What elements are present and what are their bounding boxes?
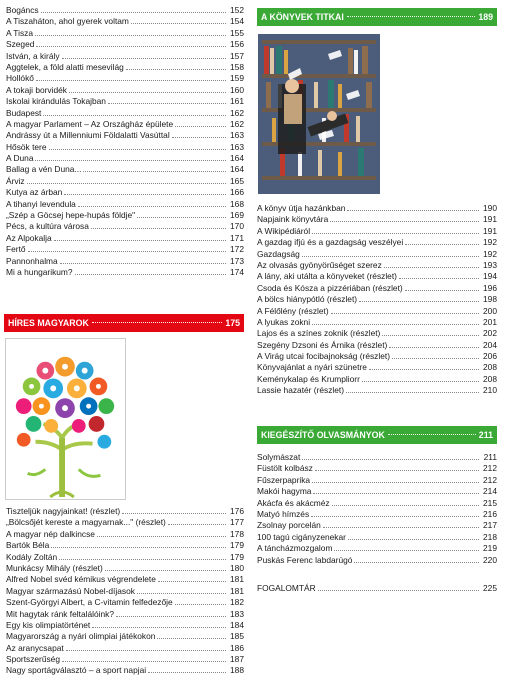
toc-entry[interactable] [6, 654, 244, 665]
dot-leader [105, 570, 226, 571]
toc-entry-title: A magyar nép dalkincse [6, 528, 95, 539]
toc-entry[interactable] [257, 498, 497, 509]
dot-leader [122, 513, 226, 514]
toc-entry-page: 212 [483, 463, 497, 474]
dot-leader [92, 627, 226, 628]
toc-entry-title: A Duna [6, 153, 34, 164]
toc-entry-title: A Wikipédiáról [257, 225, 311, 236]
toc-entry[interactable] [6, 153, 244, 164]
toc-entry-page: 192 [483, 237, 497, 248]
toc-entry-title: Kodály Zoltán [6, 551, 58, 562]
toc-entry[interactable] [257, 214, 497, 225]
toc-entry[interactable] [257, 249, 497, 260]
toc-entry[interactable] [257, 555, 497, 566]
toc-entry-page: 198 [483, 294, 497, 305]
toc-entry[interactable] [257, 452, 497, 463]
toc-entry[interactable] [6, 609, 244, 620]
dot-leader [405, 290, 479, 291]
toc-entry[interactable] [6, 233, 244, 244]
toc-entry-page: 168 [230, 198, 244, 209]
toc-entry-page: 192 [483, 248, 497, 259]
toc-entry-title: Pannonhalma [6, 255, 58, 266]
toc-entry-title: A Tiszaháton, ahol gyerek voltam [6, 16, 129, 27]
toc-entry-page: 162 [230, 107, 244, 118]
toc-entry-title: Árviz [6, 175, 25, 186]
toc-entry-page: 204 [483, 339, 497, 350]
dot-leader [313, 493, 479, 494]
toc-entry-title: Puskás Ferenc labdarúgó [257, 554, 353, 565]
toc-entry[interactable] [257, 306, 497, 317]
toc-entry[interactable] [6, 586, 244, 597]
toc-entry-title: Fertő [6, 244, 26, 255]
dot-leader [315, 470, 479, 471]
toc-entry-title: Szent-Györgyi Albert, a C-vitamin felfedezője [6, 597, 173, 608]
toc-entry-page: 186 [230, 642, 244, 653]
toc-entry[interactable] [6, 85, 244, 96]
toc-entry-title: A tihanyi levendula [6, 198, 76, 209]
toc-entry-page: 169 [230, 210, 244, 221]
toc-entry[interactable] [6, 244, 244, 255]
toc-entry[interactable] [257, 385, 497, 396]
toc-entry-title: Hollókő [6, 73, 34, 84]
dot-leader [389, 347, 479, 348]
dot-leader [312, 324, 479, 325]
dot-leader [97, 536, 226, 537]
dot-leader [137, 593, 226, 594]
toc-entry[interactable] [6, 51, 244, 62]
toc-entry-page: 201 [483, 316, 497, 327]
toc-entry-title: Nagy sportágválasztó – a sport napjai [6, 665, 147, 676]
dot-leader [311, 516, 479, 517]
dot-leader [347, 210, 479, 211]
toc-entry-title: Zsolnay porcelán [257, 520, 321, 531]
toc-entry[interactable] [6, 187, 244, 198]
dot-leader [78, 206, 226, 207]
dot-leader [92, 322, 223, 323]
toc-entry-title: Egy kis olimpiatörténet [6, 619, 91, 630]
toc-entry-title: Magyar származású Nobel-díjasok [6, 585, 135, 596]
dot-leader [168, 524, 226, 525]
toc-entry-title: Matyó hímzés [257, 508, 310, 519]
toc-entry[interactable] [257, 543, 497, 554]
toc-entry[interactable] [6, 176, 244, 187]
dot-leader [330, 221, 479, 222]
toc-entry-title: Akácfa és akácméz [257, 497, 330, 508]
toc-entry-title: Könyvajánlat a nyári szünetre [257, 362, 367, 373]
toc-entry-page: 161 [230, 96, 244, 107]
toc-entry[interactable] [6, 62, 244, 73]
dot-leader [388, 434, 476, 435]
dot-leader [126, 69, 226, 70]
toc-entry-page: 170 [230, 221, 244, 232]
toc-entry-page: 172 [230, 244, 244, 255]
dot-leader [362, 381, 479, 382]
toc-entry-page: 218 [483, 531, 497, 542]
toc-entry-title: A bölcs hiánypótló (részlet) [257, 294, 358, 305]
toc-entry-page: 163 [230, 130, 244, 141]
dot-leader [75, 274, 226, 275]
toc-entry-page: 163 [230, 141, 244, 152]
toc-entry-page: 220 [483, 554, 497, 565]
dot-leader [158, 581, 226, 582]
toc-entry-title: Szegény Dzsoni és Árnika (részlet) [257, 339, 388, 350]
toc-entry-title: A Virág utcai focibajnokság (részlet) [257, 351, 390, 362]
toc-entry-title: A könyv útja hazánkban [257, 203, 346, 213]
toc-entry[interactable] [6, 108, 244, 119]
toc-entry-page: 212 [483, 474, 497, 485]
dot-leader [27, 183, 226, 184]
toc-entry-title: A Tisza [6, 27, 33, 38]
section-page: 175 [225, 318, 240, 328]
toc-entry-title: Mi a hungarikum? [6, 266, 73, 277]
toc-entry-title: Füstölt kolbász [257, 463, 313, 474]
dot-leader [384, 267, 479, 268]
toc-entry-page: 156 [230, 39, 244, 50]
dot-leader [331, 313, 479, 314]
toc-entry-page: 164 [230, 164, 244, 175]
dot-leader [318, 590, 479, 591]
section-header-hires-magyarok[interactable] [4, 314, 244, 332]
toc-entry-page: 173 [230, 255, 244, 266]
toc-entry-page: 166 [230, 187, 244, 198]
toc-entry-title: István, a király [6, 50, 60, 61]
toc-list-konyvek-titkai [257, 203, 497, 397]
toc-entry-title: Bartók Béla [6, 540, 50, 551]
section-page: 211 [478, 430, 493, 440]
toc-entry-title: Fűszerpaprika [257, 474, 311, 485]
dot-leader [346, 392, 479, 393]
toc-entry[interactable] [6, 28, 244, 39]
toc-entry[interactable] [6, 130, 244, 141]
toc-entry-title: Az olvasás gyönyörűséget szerez [257, 259, 382, 270]
toc-entry-title: Makói hagyma [257, 486, 312, 497]
toc-entry-title: Tiszteljük nagyjainkat! (részlet) [6, 506, 121, 516]
dot-leader [60, 263, 226, 264]
dot-leader [36, 46, 226, 47]
toc-entry[interactable] [257, 283, 497, 294]
toc-entry-title: A Félőlény (részlet) [257, 305, 329, 316]
toc-entry-page: 178 [230, 528, 244, 539]
toc-entry-title: Csoda és Kósza a pizzériában (részlet) [257, 282, 403, 293]
toc-entry-page: 171 [230, 232, 244, 243]
toc-entry-title: Bogáncs [6, 5, 39, 15]
toc-entry-page: 200 [483, 305, 497, 316]
toc-entry[interactable] [6, 631, 244, 642]
toc-entry-page: 177 [230, 517, 244, 528]
toc-entry[interactable] [6, 665, 244, 676]
toc-entry[interactable] [6, 16, 244, 27]
toc-entry-title: Keménykalap és Krumpliorr [257, 373, 360, 384]
toc-entry-title: Napjaink könyvtára [257, 214, 329, 225]
toc-entry-page: 184 [230, 619, 244, 630]
dot-leader [332, 505, 479, 506]
toc-entry-title: „Bölcsőjét kereste a magyarnak..." (részlet) [6, 517, 166, 528]
toc-entry-page: 176 [230, 506, 244, 516]
dot-leader [54, 240, 226, 241]
toc-entry[interactable] [6, 517, 244, 528]
toc-entry-page: 152 [230, 5, 244, 15]
toc-entry[interactable] [257, 203, 497, 214]
toc-entry[interactable] [257, 294, 497, 305]
dot-leader [137, 217, 226, 218]
dot-leader [312, 482, 479, 483]
toc-entry-page: 216 [483, 508, 497, 519]
section-header-kiegeszito-olvasmanyok[interactable] [257, 426, 497, 444]
toc-entry-page: 225 [483, 583, 497, 593]
dot-leader [108, 103, 226, 104]
toc-entry[interactable] [6, 563, 244, 574]
toc-entry[interactable] [257, 520, 497, 531]
toc-entry[interactable] [6, 142, 244, 153]
toc-list-kiegeszito [257, 452, 497, 566]
toc-entry-page: 164 [230, 153, 244, 164]
toc-entry-title: Mit hagytak ránk feltalálóink? [6, 608, 114, 619]
toc-entry-title: Iskolai kirándulás Tokajban [6, 96, 106, 107]
toc-entry[interactable] [6, 5, 244, 16]
section-header-konyvek-titkai[interactable] [257, 8, 497, 26]
toc-entry-title: Pécs, a kultúra városa [6, 221, 89, 232]
dot-leader [392, 358, 479, 359]
toc-entry[interactable] [6, 267, 244, 278]
toc-entry-page: 211 [483, 452, 497, 462]
toc-entry-page: 196 [483, 282, 497, 293]
toc-entry[interactable] [6, 221, 244, 232]
toc-entry-title: Solymászat [257, 452, 301, 462]
toc-entry-page: 214 [483, 486, 497, 497]
dot-leader [69, 92, 226, 93]
toc-entry-page: 179 [230, 540, 244, 551]
toc-entry-page: 208 [483, 373, 497, 384]
toc-entry[interactable] [257, 532, 497, 543]
toc-entry-page: 180 [230, 562, 244, 573]
dot-leader [35, 160, 226, 161]
toc-entry-title: Sportszerűség [6, 654, 60, 665]
toc-entry-title: A tokaji borvidék [6, 84, 67, 95]
dot-leader [348, 539, 479, 540]
dot-leader [323, 527, 479, 528]
toc-entry-page: 210 [483, 385, 497, 396]
dot-leader [359, 301, 479, 302]
toc-entry[interactable] [6, 256, 244, 267]
toc-entry-title: Alfred Nobel svéd kémikus végrendelete [6, 574, 156, 585]
dot-leader [64, 194, 226, 195]
dot-leader [148, 672, 226, 673]
toc-entry-page: 185 [230, 631, 244, 642]
toc-entry[interactable] [257, 237, 497, 248]
dot-leader [91, 228, 226, 229]
toc-entry[interactable] [257, 486, 497, 497]
toc-entry[interactable] [6, 199, 244, 210]
toc-entry[interactable] [6, 39, 244, 50]
toc-entry[interactable] [257, 271, 497, 282]
toc-entry[interactable] [6, 643, 244, 654]
toc-entry-page: 160 [230, 84, 244, 95]
toc-entry-title: „Szép a Göcsej hepe-hupás földje" [6, 210, 136, 221]
toc-entry-page: 208 [483, 362, 497, 373]
dot-leader [312, 233, 479, 234]
dot-leader [83, 171, 226, 172]
toc-entry-title: A táncházmozgalom [257, 543, 333, 554]
toc-entry-page: 190 [483, 203, 497, 213]
toc-entry-page: 162 [230, 118, 244, 129]
toc-entry[interactable] [6, 620, 244, 631]
toc-entry[interactable] [6, 552, 244, 563]
toc-entry[interactable] [6, 164, 244, 175]
toc-entry-title: Aggtelek, a föld alatti mesevilág [6, 61, 124, 72]
section-title: KIEGÉSZÍTŐ OLVASMÁNYOK [261, 430, 385, 440]
section-title: A KÖNYVEK TITKAI [261, 12, 344, 22]
toc-entry-page: 191 [483, 214, 497, 225]
toc-entry-page: 188 [230, 665, 244, 676]
toc-entry[interactable] [257, 328, 497, 339]
toc-entry-page: 154 [230, 16, 244, 27]
toc-entry[interactable] [6, 597, 244, 608]
dot-leader [36, 80, 226, 81]
dot-leader [302, 256, 479, 257]
toc-entry-page: 159 [230, 73, 244, 84]
toc-entry[interactable] [6, 73, 244, 84]
toc-list-top [6, 5, 244, 278]
toc-entry-title: Hősök tere [6, 141, 47, 152]
toc-entry-page: 179 [230, 551, 244, 562]
toc-entry-page: 187 [230, 654, 244, 665]
dot-leader [62, 661, 226, 662]
toc-entry[interactable] [257, 351, 497, 362]
toc-entry[interactable] [6, 506, 244, 517]
toc-entry-page: 193 [483, 259, 497, 270]
toc-entry-page: 158 [230, 61, 244, 72]
dot-leader [334, 550, 479, 551]
toc-entry-page: 181 [230, 574, 244, 585]
toc-entry-page: 165 [230, 175, 244, 186]
toc-entry-page: 181 [230, 585, 244, 596]
toc-entry[interactable] [257, 583, 497, 594]
toc-entry[interactable] [6, 529, 244, 540]
dot-leader [399, 278, 479, 279]
toc-entry-title: Andrássy út a Millenniumi Földalatti Vasúttal [6, 130, 170, 141]
dot-leader [175, 604, 226, 605]
toc-entry-title: Lajos és a színes zoknik (részlet) [257, 328, 381, 339]
toc-entry-title: Ballag a vén Duna... [6, 164, 82, 175]
dot-leader [43, 115, 226, 116]
dot-leader [35, 35, 226, 36]
toc-entry-page: 191 [483, 225, 497, 236]
toc-entry-page: 206 [483, 351, 497, 362]
toc-entry-title: A gazdag ifjú és a gazdagság veszélyei [257, 237, 404, 248]
dot-leader [49, 149, 227, 150]
dot-leader [172, 137, 226, 138]
toc-entry[interactable] [257, 226, 497, 237]
toc-list-hires-magyarok [6, 506, 244, 677]
dot-leader [347, 16, 476, 17]
library-image [258, 34, 380, 194]
toc-entry[interactable] [257, 463, 497, 474]
section-title: HÍRES MAGYAROK [8, 318, 89, 328]
toc-entry-page: 183 [230, 608, 244, 619]
toc-entry-title: FOGALOMTÁR [257, 583, 316, 593]
toc-entry-title: Munkácsy Mihály (részlet) [6, 562, 103, 573]
dot-leader [116, 616, 226, 617]
toc-entry-title: Budapest [6, 107, 42, 118]
toc-entry[interactable] [257, 475, 497, 486]
dot-leader [41, 12, 226, 13]
toc-entry-page: 157 [230, 50, 244, 61]
toc-entry-page: 202 [483, 328, 497, 339]
toc-entry-page: 194 [483, 271, 497, 282]
toc-entry-title: Kutya az árban [6, 187, 63, 198]
dot-leader [405, 244, 479, 245]
toc-entry-title: Lassie hazatér (részlet) [257, 385, 345, 396]
toc-entry-title: A lány, aki utálta a könyveket (részlet) [257, 271, 397, 282]
toc-entry-title: Szeged [6, 39, 35, 50]
toc-entry-title: A lyukas zokni [257, 316, 311, 327]
toc-entry-page: 174 [230, 266, 244, 277]
toc-entry[interactable] [257, 317, 497, 328]
toc-entry-title: Magyarország a nyári olimpiai játékokon [6, 631, 156, 642]
toc-entry-page: 217 [483, 520, 497, 531]
dot-leader [302, 459, 479, 460]
toc-entry[interactable] [257, 374, 497, 385]
dot-leader [51, 547, 226, 548]
toc-entry[interactable] [6, 210, 244, 221]
toc-entry-title: A magyar Parlament – Az Országház épülete [6, 118, 174, 129]
toc-entry-page: 215 [483, 497, 497, 508]
toc-fogalomtar [257, 583, 497, 594]
toc-entry-title: Az Alpokalja [6, 232, 52, 243]
dot-leader [369, 369, 479, 370]
toc-entry-title: Gazdagság [257, 248, 300, 259]
dot-leader [382, 335, 479, 336]
toc-entry[interactable] [6, 574, 244, 585]
dot-leader [175, 126, 226, 127]
toc-entry[interactable] [6, 96, 244, 107]
toc-entry-page: 182 [230, 597, 244, 608]
toc-entry[interactable] [257, 340, 497, 351]
section-page: 189 [478, 12, 493, 22]
dot-leader [66, 650, 226, 651]
dot-leader [59, 559, 226, 560]
toc-entry-title: Az aranycsapat [6, 642, 64, 653]
toc-entry[interactable] [257, 509, 497, 520]
dot-leader [354, 562, 479, 563]
dot-leader [28, 251, 226, 252]
toc-entry[interactable] [257, 362, 497, 373]
toc-entry-title: 100 tagú cigányzenekar [257, 531, 346, 542]
dot-leader [131, 23, 226, 24]
toc-entry[interactable] [6, 540, 244, 551]
dot-leader [62, 58, 226, 59]
dot-leader [157, 638, 226, 639]
toc-entry-page: 219 [483, 543, 497, 554]
toc-entry[interactable] [6, 119, 244, 130]
knowledge-tree-image [5, 338, 126, 500]
toc-entry[interactable] [257, 260, 497, 271]
toc-entry-page: 155 [230, 27, 244, 38]
